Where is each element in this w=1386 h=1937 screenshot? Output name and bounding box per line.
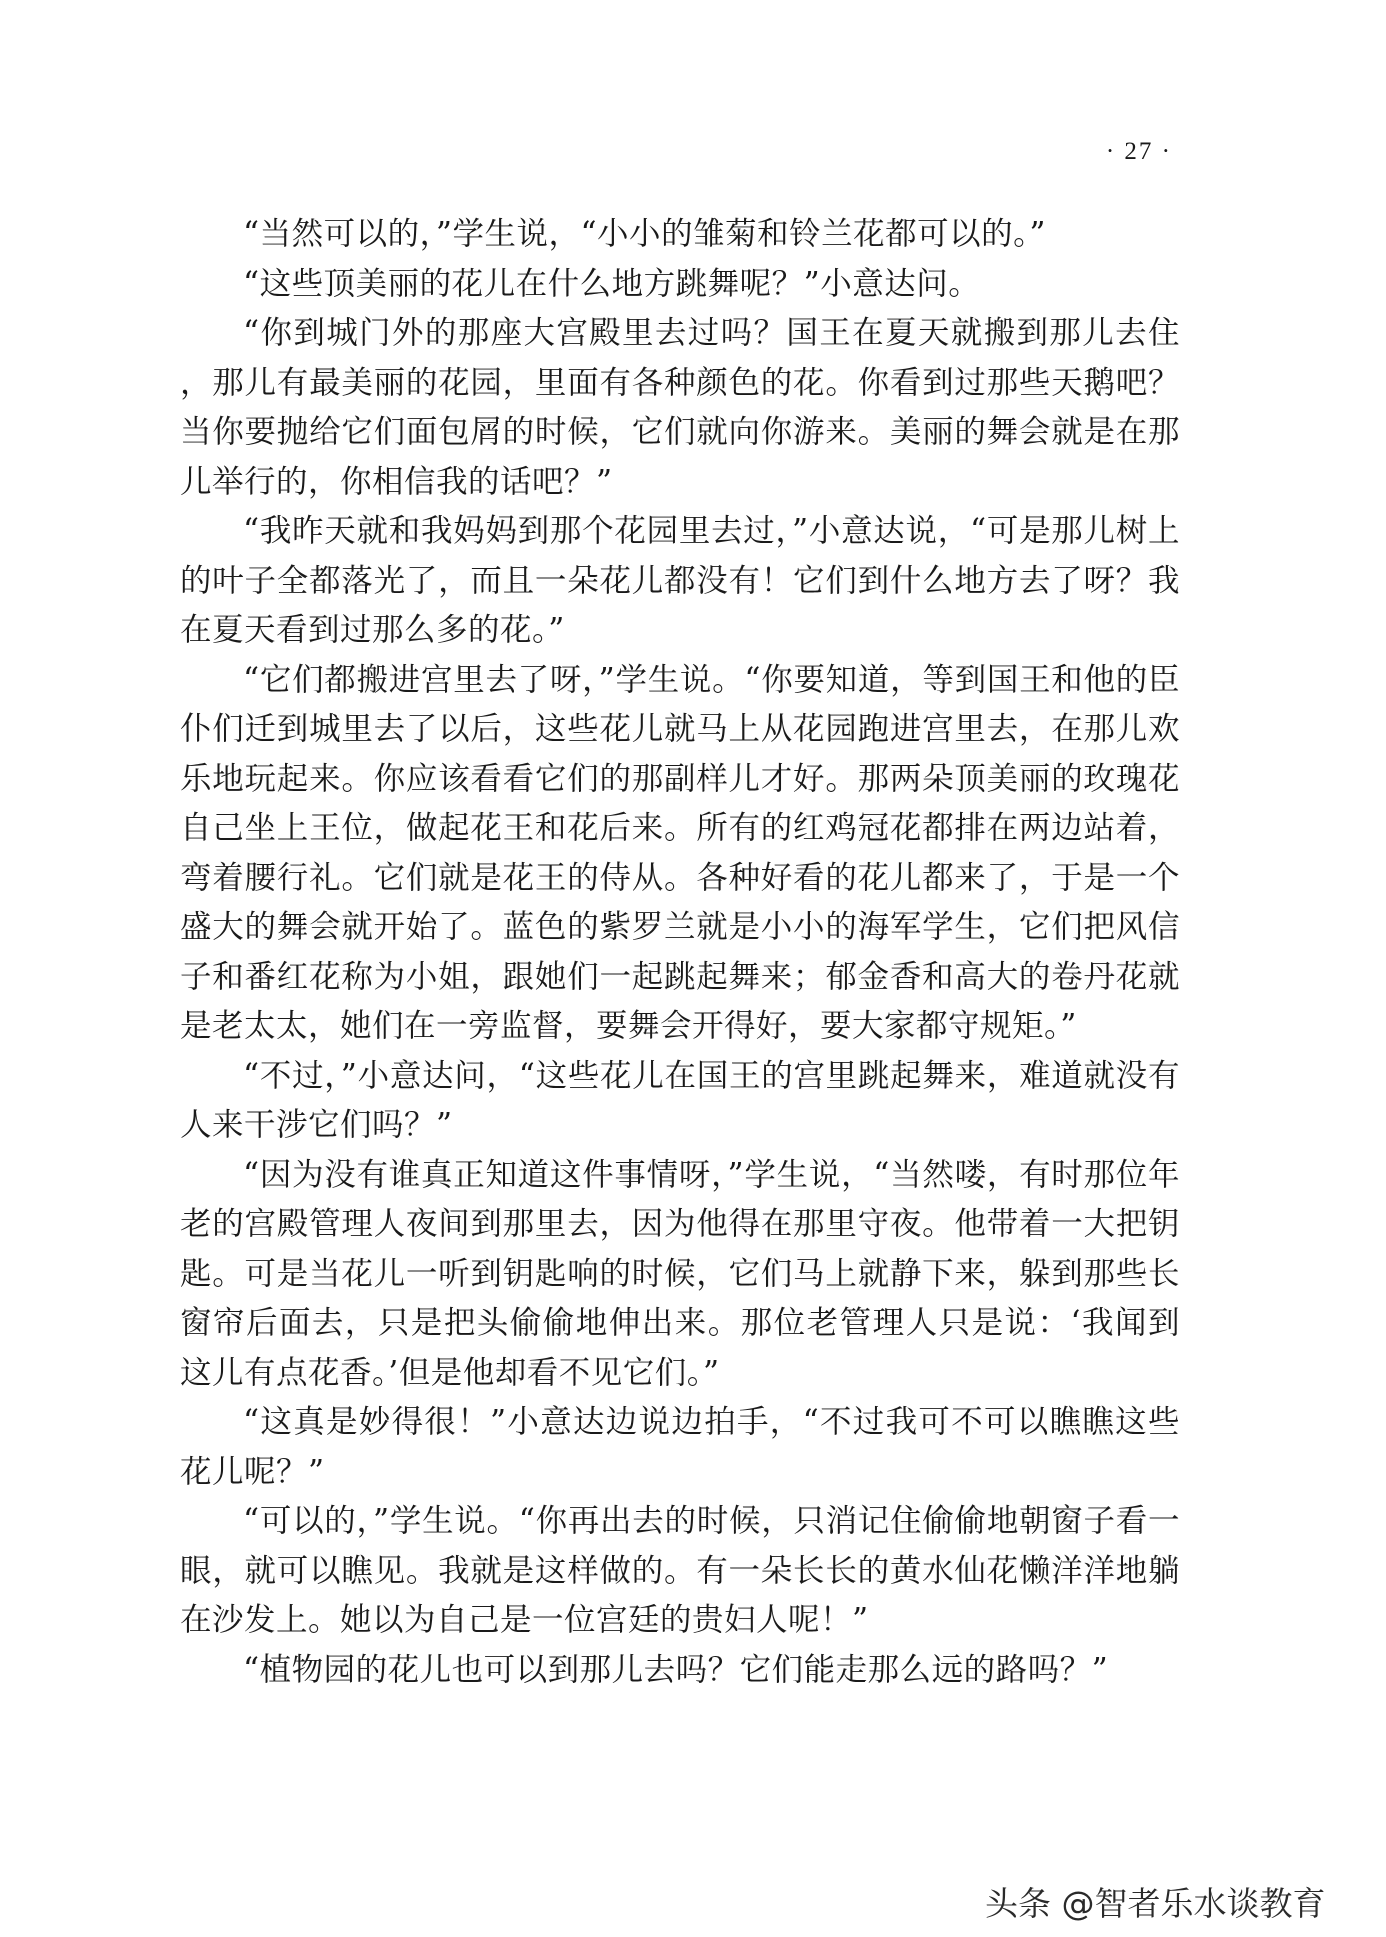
- paragraph: “我昨天就和我妈妈到那个花园里去过，”小意达说，“可是那儿树上的叶子全都落光了，而且一朵花儿都没有！它们到什么地方去了呀？我在夏天看到过那么多的花。”: [180, 513, 1180, 648]
- watermark: 头条 @智者乐水谈教育: [985, 1884, 1326, 1923]
- paragraph: “这些顶美丽的花儿在什么地方跳舞呢？”小意达问。: [243, 265, 981, 302]
- paragraph: “这真是妙得很！”小意达边说边拍手，“不过我可不可以瞧瞧这些花儿呢？”: [180, 1404, 1180, 1490]
- paragraph: “你到城门外的那座大宫殿里去过吗？国王在夏天就搬到那儿去住，那儿有最美丽的花园，里面有各种颜色的花。你看到过那些天鹅吧？当你要抛给它们面包屑的时候，它们就向你游来。美丽的舞会就是在那儿举行的，你相信我的话吧？”: [180, 315, 1180, 500]
- paragraph: “当然可以的，”学生说，“小小的雏菊和铃兰花都可以的。”: [243, 216, 1046, 252]
- paragraph: “因为没有谁真正知道这件事情呀，”学生说，“当然喽，有时那位年老的宫殿管理人夜间到那里去，因为他得在那里守夜。他带着一大把钥匙。可是当花儿一听到钥匙响的时候，它们马上就静下来，躲到那些长窗帘后面去，只是把头偷偷地伸出来。那位老管理人只是说：‘我闻到这儿有点花香。’但是他却看不见它们。”: [180, 1156, 1180, 1391]
- page-number: · 27 ·: [1105, 138, 1172, 165]
- text-body: [180, 210, 1180, 1695]
- paragraph: “不过，”小意达问，“这些花儿在国王的宫里跳起舞来，难道就没有人来干涉它们吗？”: [180, 1057, 1180, 1143]
- paragraph: “可以的，”学生说。“你再出去的时候，只消记住偷偷地朝窗子看一眼，就可以瞧见。我就是这样做的。有一朵长长的黄水仙花懒洋洋地躺在沙发上。她以为自己是一位宫廷的贵妇人呢！”: [180, 1503, 1180, 1638]
- paragraph: “植物园的花儿也可以到那儿去吗？它们能走那么远的路吗？”: [243, 1651, 1109, 1688]
- paragraph: “它们都搬进宫里去了呀，”学生说。“你要知道，等到国王和他的臣仆们迁到城里去了以后，这些花儿就马上从花园跑进宫里去，在那儿欢乐地玩起来。你应该看看它们的那副样儿才好。那两朵顶美丽的玫瑰花自己坐上王位，做起花王和花后来。所有的红鸡冠花都排在两边站着，弯着腰行礼。它们就是花王的侍从。各种好看的花儿都来了，于是一个盛大的舞会就开始了。蓝色的紫罗兰就是小小的海军学生，它们把风信子和番红花称为小姐，跟她们一起跳起舞来；郁金香和高大的卷丹花就是老太太，她们在一旁监督，要舞会开得好，要大家都守规矩。”: [180, 661, 1180, 1044]
